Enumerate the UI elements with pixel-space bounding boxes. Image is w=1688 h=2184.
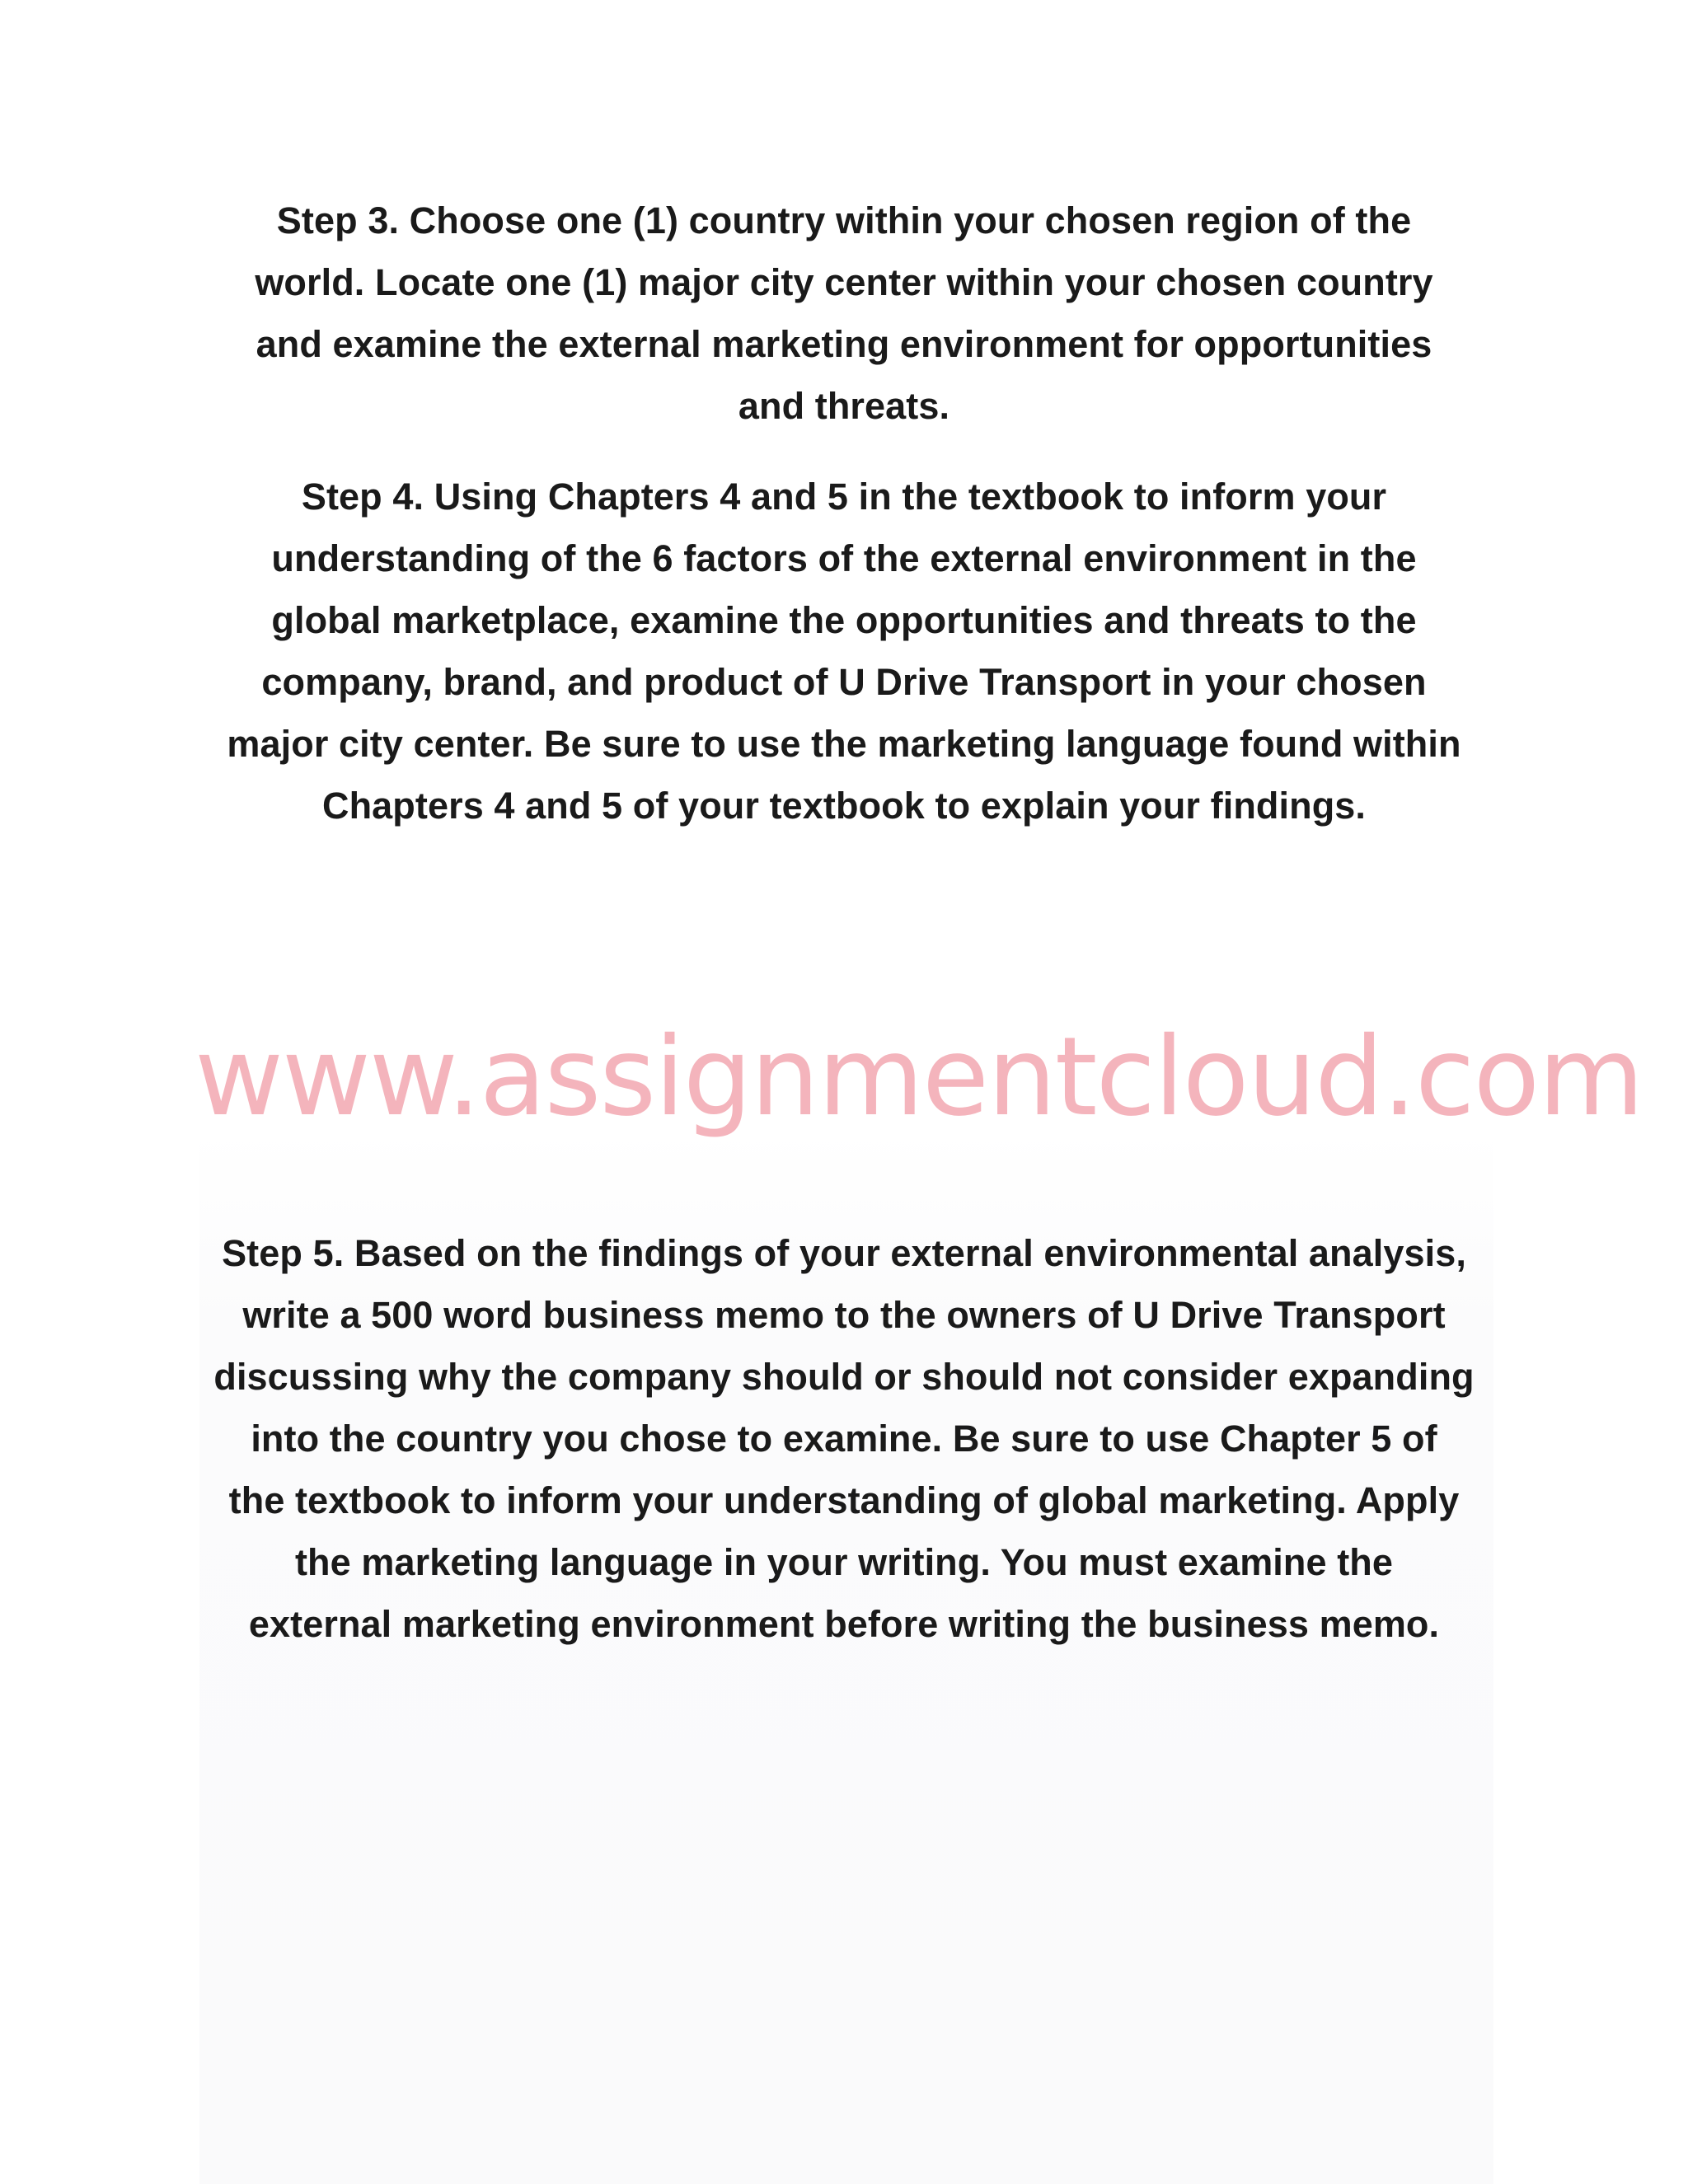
step-3-paragraph: Step 3. Choose one (1) country within your chosen region of the world. Locate one (1) major city center within your chosen country and examine the external marketing environment for opportunities and threats. [255, 199, 1433, 427]
watermark: www.assignmentcloud.com [195, 1014, 1643, 1141]
step-5-paragraph: Step 5. Based on the findings of your external environmental analysis, write a 500 word business memo to the owners of U Drive Transport discussing why the company should or should not consider expanding into the country you chose to examine. Be sure to use Chapter 5 of the textbook to inform your understanding of global marketing. Apply the marketing language in your writing. You must examine the external marketing environment before writing the business memo. [213, 1232, 1475, 1645]
step-4-paragraph: Step 4. Using Chapters 4 and 5 in the textbook to inform your understanding of the 6 factors of the external environment in the global marketplace, examine the opportunities and threats to the company, brand, and product of U Drive Transport in your chosen major city center. Be sure to use the marketing language found within Chapters 4 and 5 of your textbook to explain your findings. [227, 476, 1461, 827]
